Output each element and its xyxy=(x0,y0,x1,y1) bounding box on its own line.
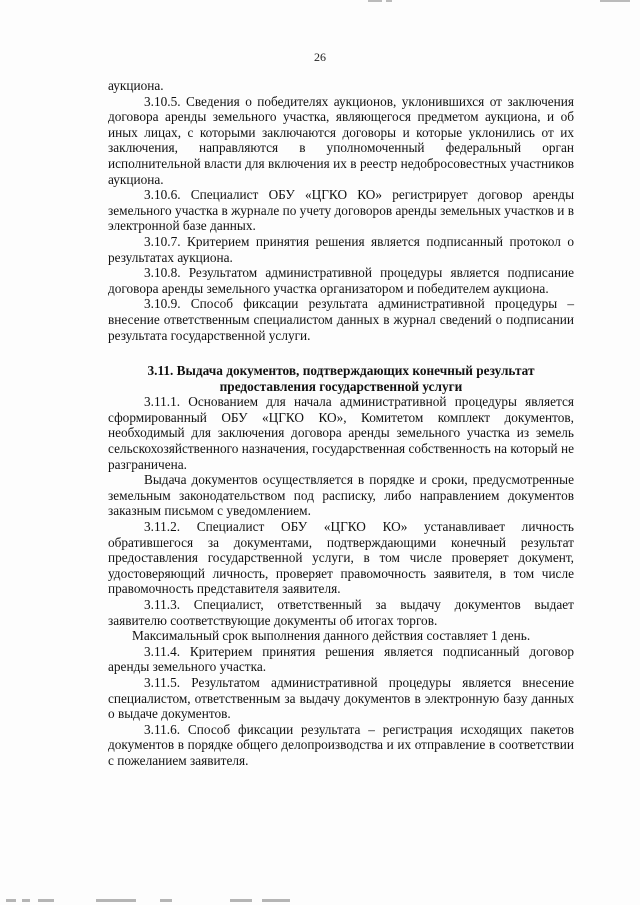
paragraph-3-10-5: 3.10.5. Сведения о победителях аукционов, уклонившихся от заключения договора аренды земельного участка, являющегося предметом аукциона, и об иных лицах, с которыми заключаются договоры и которые уклонились от их заключения, направляются в уполномоченный федеральный орган исполнительной власти для включения их в реестр недобросовестных участников аукциона. xyxy=(108,93,574,187)
paragraph-3-11-6: 3.11.6. Способ фиксации результата – регистрация исходящих пакетов документов в порядке общего делопроизводства и их отправление в соответствии с пожеланием заявителя. xyxy=(108,721,574,768)
paragraph-3-11-5: 3.11.5. Результатом административной процедуры является внесение специалистом, ответственным за выдачу документов в электронную базу данных о выдаче документов. xyxy=(108,674,574,722)
paragraph-continuation: аукциона. xyxy=(108,78,164,93)
paragraph-issuance: Выдача документов осуществляется в порядке и сроки, предусмотренные земельным законодательством под расписку, либо направлением документов заказным письмом с уведомлением. xyxy=(108,472,574,519)
paragraph-3-11-4: 3.11.4. Критерием принятия решения является подписанный договор аренды земельного участка. xyxy=(108,643,574,675)
document-body xyxy=(108,78,574,769)
scan-artifact-top xyxy=(0,0,640,4)
paragraph-3-10-7: 3.10.7. Критерием принятия решения является подписанный протокол о результатах аукциона. xyxy=(108,233,574,265)
paragraph-max-term: Максимальный срок выполнения данного действия составляет 1 день. xyxy=(132,628,531,644)
paragraph-3-10-8: 3.10.8. Результатом административной процедуры является подписание договора аренды земельного участка организатором и победителем аукциона. xyxy=(108,265,574,296)
scan-artifact-bottom xyxy=(0,897,640,903)
paragraph-3-10-9: 3.10.9. Способ фиксации результата административной процедуры – внесение ответственным специалистом данных в журнал сведений о подписании результата государственной услуги. xyxy=(108,296,574,343)
section-heading xyxy=(108,363,574,394)
paragraph-3-11-2: 3.11.2. Специалист ОБУ «ЦГКО КО» устанавливает личность обратившегося за документами, подтверждающими конечный результат предоставления государственной услуги, в том числе проверяет документ, удостоверяющий личность, проверяет правомочность заявителя, в том числе правомочность представителя заявителя. xyxy=(108,519,574,597)
paragraph-3-11-3: 3.11.3. Специалист, ответственный за выдачу документов выдает заявителю соответствующие документы об итогах торгов. xyxy=(108,597,574,628)
section-heading-line-2: предоставления государственной услуги xyxy=(219,378,463,394)
section-heading-line-1: 3.11. Выдача документов, подтверждающих конечный результат xyxy=(147,363,535,379)
paragraph-3-11-1: 3.11.1. Основанием для начала административной процедуры является сформированный ОБУ «ЦГКО КО», Комитетом комплект документов, необходимый для заключения договора аренды земельного участка из земель сельскохозяйственного назначения, государственная собственность на который не разграничена. xyxy=(108,394,574,472)
page-number: 26 xyxy=(314,50,326,64)
paragraph-3-10-6: 3.10.6. Специалист ОБУ «ЦГКО КО» регистрирует договор аренды земельного участка в журнале по учету договоров аренды земельных участков и в электронной базе данных. xyxy=(108,187,574,234)
